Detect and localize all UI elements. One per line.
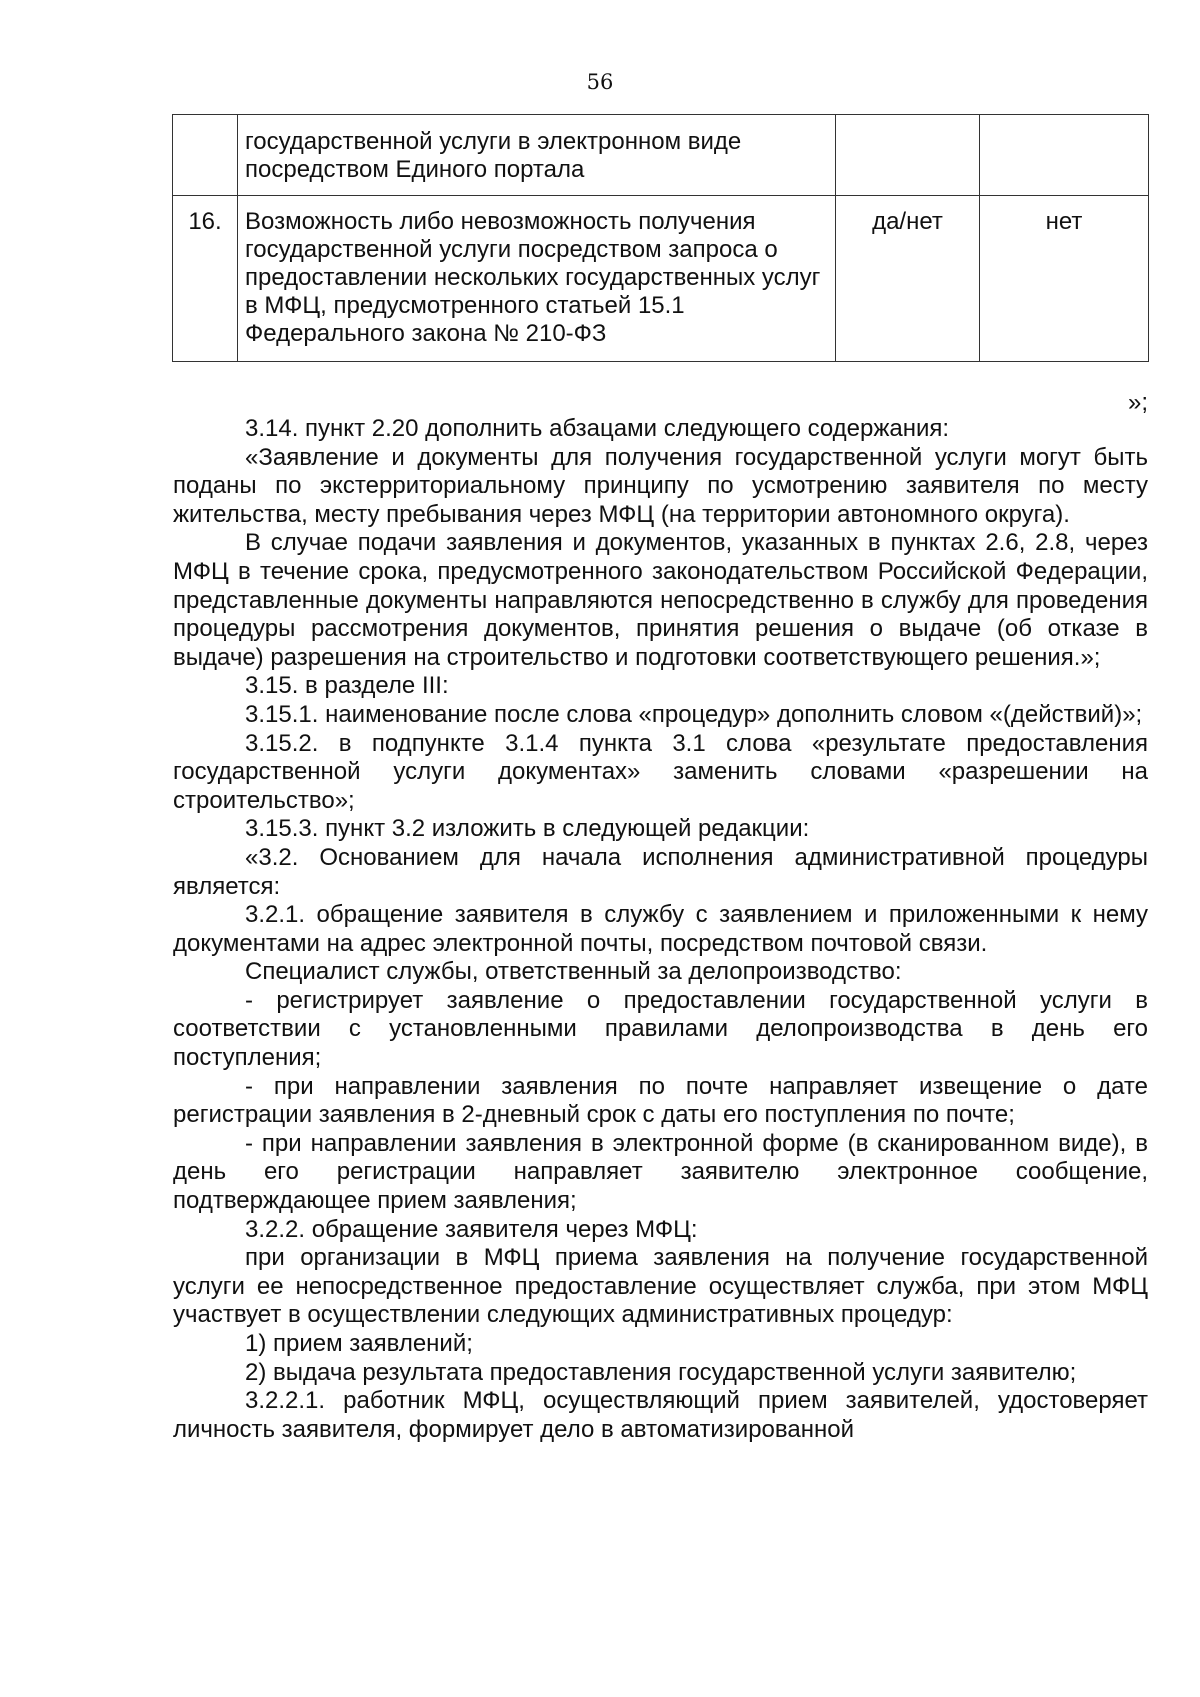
row-unit-cell: да/нет	[836, 196, 980, 362]
list-item: - регистрирует заявление о предоставлении государственной услуги в соответствии с установленными правилами делопроизводства в день его поступления;	[173, 986, 1148, 1072]
paragraph-3-15: 3.15. в разделе III:	[245, 672, 449, 700]
row-value-cell: нет	[980, 196, 1149, 362]
table-row	[173, 115, 1149, 196]
paragraph-specialist: Специалист службы, ответственный за делопроизводство:	[245, 958, 902, 986]
row-number-cell: 16.	[173, 196, 238, 362]
list-item: 2) выдача результата предоставления государственной услуги заявителю;	[245, 1358, 1077, 1386]
paragraph-mfc-organization: при организации в МФЦ приема заявления на получение государственной услуги ее непосредственное предоставление осуществляет служба, при этом МФЦ участвует в осуществлении следующих административных процедур:	[173, 1244, 1148, 1329]
list-item: - при направлении заявления по почте направляет извещение о дате регистрации заявления в 2-дневный срок с даты его поступления по почте;	[173, 1072, 1148, 1129]
closing-quote-mark: »;	[1127, 389, 1148, 416]
row-description-cell: государственной услуги в электронном виде посредством Единого портала	[238, 115, 836, 196]
paragraph-mfc-submission: В случае подачи заявления и документов, указанных в пунктах 2.6, 2.8, через МФЦ в течение срока, предусмотренного законодательством Российской Федерации, представленные документы направляются непосредственно в службу для проведения процедуры рассмотрения документов, принятия решения о выдаче (об отказе в выдаче) разрешения на строительство и подготовки соответствующего решения.»;	[173, 529, 1148, 671]
paragraph-3-15-3: 3.15.3. пункт 3.2 изложить в следующей редакции:	[245, 815, 810, 843]
row-unit-cell	[836, 115, 980, 196]
list-item: - при направлении заявления в электронной форме (в сканированном виде), в день его регистрации направляет заявителю электронное сообщение, подтверждающее прием заявления;	[173, 1129, 1148, 1215]
list-item: 1) прием заявлений;	[245, 1330, 473, 1357]
row-description-cell: Возможность либо невозможность получения государственной услуги посредством запроса о предоставлении нескольких государственных услуг в МФЦ, предусмотренного статьей 15.1 Федерального закона № 210-ФЗ	[238, 196, 836, 362]
paragraph-3-15-1: 3.15.1. наименование после слова «процедур» дополнить словом «(действий)»;	[245, 700, 1143, 728]
paragraph-3-14: 3.14. пункт 2.20 дополнить абзацами следующего содержания:	[245, 415, 950, 442]
parameters-table	[172, 114, 1149, 362]
document-body	[173, 415, 1148, 1444]
row-value-cell	[980, 115, 1149, 196]
row-number-cell	[173, 115, 238, 196]
page-number: 56	[586, 70, 614, 94]
paragraph-3-2: «3.2. Основанием для начала исполнения административной процедуры является:	[173, 843, 1148, 900]
paragraph-3-2-2-1: 3.2.2.1. работник МФЦ, осуществляющий прием заявителей, удостоверяет личность заявителя, формирует дело в автоматизированной	[173, 1387, 1148, 1443]
paragraph-3-2-1: 3.2.1. обращение заявителя в службу с заявлением и приложенными к нему документами на адрес электронной почты, посредством почтовой связи.	[173, 901, 1148, 957]
paragraph-3-15-2: 3.15.2. в подпункте 3.1.4 пункта 3.1 слова «результате предоставления государственной услуги документах» заменить словами «разрешении на строительство»;	[173, 729, 1148, 814]
paragraph-extraterritorial: «Заявление и документы для получения государственной услуги могут быть поданы по экстерриториальному принципу по усмотрению заявителя по месту жительства, месту пребывания через МФЦ (на территории автономного округа).	[173, 443, 1148, 528]
table-row	[173, 196, 1149, 362]
paragraph-3-2-2: 3.2.2. обращение заявителя через МФЦ:	[245, 1215, 698, 1243]
